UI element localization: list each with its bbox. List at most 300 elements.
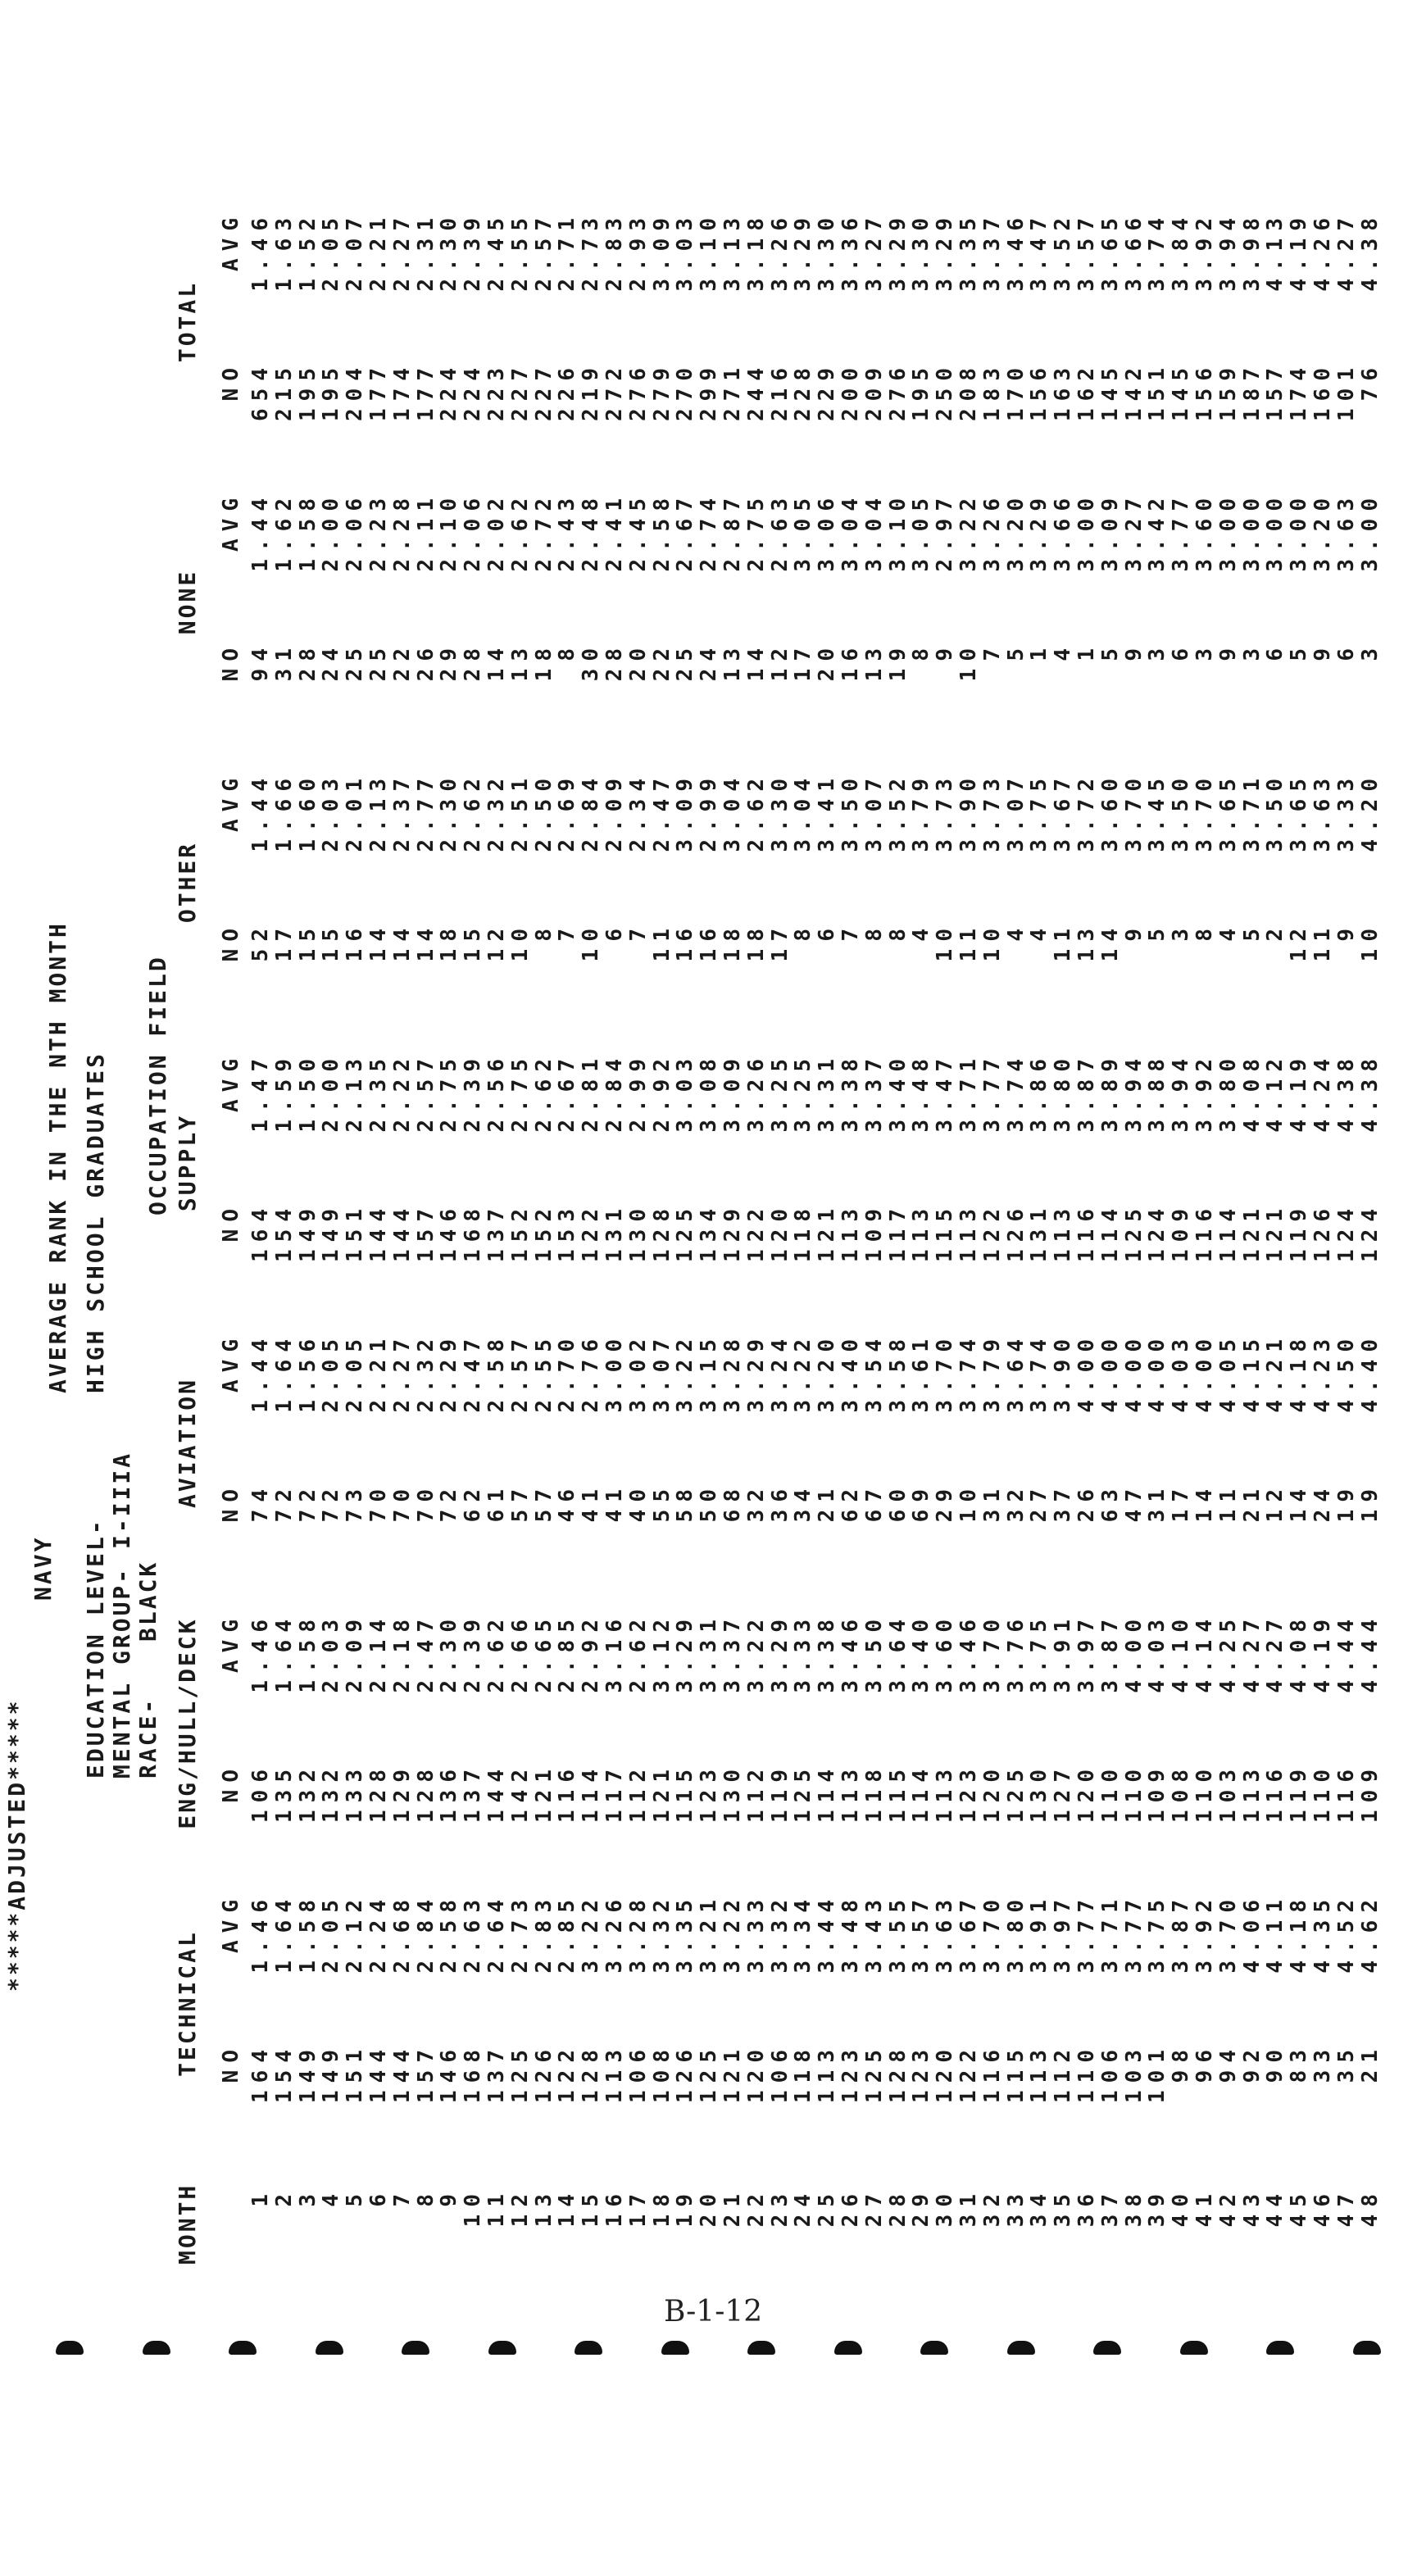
average-rank-cell: 4.50 bbox=[1333, 1332, 1359, 1413]
average-rank-cell: 2.43 bbox=[555, 491, 580, 572]
average-rank-cell: 2.92 bbox=[579, 1612, 604, 1693]
average-rank-cell: 3.60 bbox=[1192, 491, 1217, 572]
average-rank-cell: 4.11 bbox=[1263, 1892, 1288, 1974]
average-rank-cell: 3.60 bbox=[1097, 771, 1123, 852]
count-cell: 126 bbox=[673, 2042, 698, 2103]
count-cell: 106 bbox=[248, 1762, 273, 1823]
average-rank-cell: 3.46 bbox=[956, 1612, 981, 1693]
average-rank-cell: 2.00 bbox=[319, 491, 344, 572]
average-rank-cell: 2.63 bbox=[767, 491, 793, 572]
count-cell: 120 bbox=[767, 1202, 793, 1262]
average-rank-cell: 2.05 bbox=[319, 1332, 344, 1413]
count-cell: 128 bbox=[885, 2042, 911, 2103]
average-rank-cell: 2.41 bbox=[602, 491, 627, 572]
count-cell: 154 bbox=[271, 2042, 297, 2103]
average-rank-cell: 3.42 bbox=[1145, 491, 1170, 572]
no-column-header: NO bbox=[219, 1482, 243, 1523]
count-cell: 6 bbox=[1333, 641, 1359, 661]
count-cell: 7 bbox=[625, 921, 651, 942]
count-cell: 12 bbox=[484, 921, 509, 962]
average-rank-cell: 3.70 bbox=[979, 1612, 1005, 1693]
count-cell: 5 bbox=[1003, 641, 1029, 661]
average-rank-cell: 2.92 bbox=[649, 1052, 674, 1133]
month-cell: 34 bbox=[1027, 2187, 1052, 2228]
count-cell: 63 bbox=[1097, 1482, 1123, 1523]
count-cell: 114 bbox=[815, 1762, 840, 1823]
count-cell: 8 bbox=[861, 921, 887, 942]
average-rank-cell: 2.01 bbox=[343, 771, 368, 852]
average-rank-cell: 4.38 bbox=[1357, 211, 1383, 292]
average-rank-cell: 2.68 bbox=[389, 1892, 415, 1974]
average-rank-cell: 2.83 bbox=[602, 211, 627, 292]
average-rank-cell: 2.84 bbox=[579, 771, 604, 852]
count-cell: 113 bbox=[933, 1762, 958, 1823]
count-cell: 6 bbox=[815, 921, 840, 942]
count-cell: 5 bbox=[1145, 921, 1170, 942]
average-rank-cell: 3.87 bbox=[1097, 1612, 1123, 1693]
count-cell: 122 bbox=[555, 2042, 580, 2103]
count-cell: 132 bbox=[295, 1762, 320, 1823]
average-rank-cell: 3.00 bbox=[1287, 491, 1312, 572]
count-cell: 228 bbox=[791, 361, 816, 421]
count-cell: 227 bbox=[531, 361, 556, 421]
average-rank-cell: 3.70 bbox=[1121, 771, 1147, 852]
average-rank-cell: 3.72 bbox=[1074, 771, 1099, 852]
month-cell: 39 bbox=[1145, 2187, 1170, 2228]
month-cell: 41 bbox=[1192, 2187, 1217, 2228]
average-rank-cell: 2.69 bbox=[555, 771, 580, 852]
average-rank-cell: 3.33 bbox=[791, 1612, 816, 1693]
average-rank-cell: 1.60 bbox=[295, 771, 320, 852]
average-rank-cell: 2.63 bbox=[461, 1892, 486, 1974]
count-cell: 168 bbox=[461, 1202, 486, 1262]
count-cell: 58 bbox=[673, 1482, 698, 1523]
average-rank-cell: 3.26 bbox=[743, 1052, 769, 1133]
average-rank-cell: 4.10 bbox=[1169, 1612, 1194, 1693]
count-cell: 270 bbox=[673, 361, 698, 421]
count-cell: 34 bbox=[791, 1482, 816, 1523]
average-rank-cell: 3.40 bbox=[909, 1612, 934, 1693]
average-rank-cell: 3.48 bbox=[909, 1052, 934, 1133]
average-rank-cell: 2.74 bbox=[697, 491, 722, 572]
month-cell: 42 bbox=[1215, 2187, 1241, 2228]
avg-column-header: AVG bbox=[219, 1052, 243, 1112]
average-rank-cell: 1.47 bbox=[248, 1052, 273, 1133]
average-rank-cell: 1.50 bbox=[295, 1052, 320, 1133]
average-rank-cell: 4.24 bbox=[1310, 1052, 1335, 1133]
average-rank-cell: 4.35 bbox=[1310, 1892, 1335, 1974]
count-cell: 121 bbox=[1239, 1202, 1265, 1262]
count-cell: 124 bbox=[1145, 1202, 1170, 1262]
average-rank-cell: 2.77 bbox=[413, 771, 438, 852]
count-cell: 117 bbox=[602, 1762, 627, 1823]
count-cell: 16 bbox=[673, 921, 698, 962]
average-rank-cell: 3.04 bbox=[720, 771, 745, 852]
count-cell: 149 bbox=[295, 2042, 320, 2103]
punch-hole-icon bbox=[575, 2341, 602, 2355]
punch-hole-icon bbox=[229, 2341, 257, 2355]
count-cell: 110 bbox=[1310, 1762, 1335, 1823]
month-cell: 25 bbox=[815, 2187, 840, 2228]
count-cell: 229 bbox=[815, 361, 840, 421]
count-cell: 122 bbox=[956, 2042, 981, 2103]
average-rank-cell: 2.05 bbox=[319, 1892, 344, 1974]
average-rank-cell: 2.07 bbox=[343, 211, 368, 292]
average-rank-cell: 2.47 bbox=[461, 1332, 486, 1413]
count-cell: 16 bbox=[838, 641, 863, 682]
average-rank-cell: 3.73 bbox=[933, 771, 958, 852]
average-rank-cell: 3.94 bbox=[1215, 211, 1241, 292]
month-cell: 45 bbox=[1287, 2187, 1312, 2228]
count-cell: 163 bbox=[1051, 361, 1076, 421]
count-cell: 116 bbox=[1263, 1762, 1288, 1823]
average-rank-cell: 4.27 bbox=[1239, 1612, 1265, 1693]
count-cell: 32 bbox=[1003, 1482, 1029, 1523]
average-rank-cell: 4.44 bbox=[1357, 1612, 1383, 1693]
count-cell: 130 bbox=[720, 1762, 745, 1823]
count-cell: 4 bbox=[909, 921, 934, 942]
count-cell: 119 bbox=[1287, 1202, 1312, 1262]
count-cell: 118 bbox=[791, 1202, 816, 1262]
month-cell: 4 bbox=[319, 2187, 344, 2207]
count-cell: 103 bbox=[1215, 1762, 1241, 1823]
count-cell: 216 bbox=[767, 361, 793, 421]
count-cell: 125 bbox=[507, 2042, 533, 2103]
count-cell: 13 bbox=[720, 641, 745, 682]
average-rank-cell: 3.40 bbox=[885, 1052, 911, 1133]
average-rank-cell: 1.46 bbox=[248, 1892, 273, 1974]
average-rank-cell: 2.81 bbox=[579, 1052, 604, 1133]
count-cell: 113 bbox=[1027, 2042, 1052, 2103]
average-rank-cell: 1.46 bbox=[248, 1612, 273, 1693]
average-rank-cell: 4.14 bbox=[1192, 1612, 1217, 1693]
average-rank-cell: 2.02 bbox=[484, 491, 509, 572]
average-rank-cell: 3.20 bbox=[815, 1332, 840, 1413]
month-cell: 21 bbox=[720, 2187, 745, 2228]
count-cell: 113 bbox=[838, 1762, 863, 1823]
count-cell: 8 bbox=[555, 641, 580, 661]
count-cell: 157 bbox=[1263, 361, 1288, 421]
average-rank-cell: 3.76 bbox=[1003, 1612, 1029, 1693]
avg-column-header: AVG bbox=[219, 1332, 243, 1392]
average-rank-cell: 2.55 bbox=[531, 1332, 556, 1413]
count-cell: 151 bbox=[343, 2042, 368, 2103]
count-cell: 73 bbox=[343, 1482, 368, 1523]
average-rank-cell: 2.76 bbox=[579, 1332, 604, 1413]
average-rank-cell: 2.85 bbox=[555, 1892, 580, 1974]
average-rank-cell: 3.87 bbox=[1074, 1052, 1099, 1133]
average-rank-cell: 2.48 bbox=[579, 491, 604, 572]
count-cell: 72 bbox=[271, 1482, 297, 1523]
month-cell: 29 bbox=[909, 2187, 934, 2228]
count-cell: 109 bbox=[861, 1202, 887, 1262]
average-rank-cell: 4.27 bbox=[1263, 1612, 1288, 1693]
average-rank-cell: 3.27 bbox=[1121, 491, 1147, 572]
count-cell: 126 bbox=[531, 2042, 556, 2103]
month-cell: 18 bbox=[649, 2187, 674, 2228]
count-cell: 4 bbox=[1051, 641, 1076, 661]
count-cell: 57 bbox=[531, 1482, 556, 1523]
count-cell: 123 bbox=[838, 2042, 863, 2103]
average-rank-cell: 3.28 bbox=[720, 1332, 745, 1413]
count-cell: 13 bbox=[1074, 921, 1099, 962]
count-cell: 21 bbox=[1357, 2042, 1383, 2083]
average-rank-cell: 3.89 bbox=[1097, 1052, 1123, 1133]
average-rank-cell: 3.05 bbox=[791, 491, 816, 572]
count-cell: 7 bbox=[979, 641, 1005, 661]
count-cell: 21 bbox=[1239, 1482, 1265, 1523]
average-rank-cell: 3.45 bbox=[1145, 771, 1170, 852]
no-column-header: NO bbox=[219, 1762, 243, 1803]
punch-hole-icon bbox=[834, 2341, 862, 2355]
count-cell: 144 bbox=[366, 2042, 391, 2103]
count-cell: 16 bbox=[697, 921, 722, 962]
average-rank-cell: 3.35 bbox=[673, 1892, 698, 1974]
average-rank-cell: 3.79 bbox=[909, 771, 934, 852]
count-cell: 8 bbox=[531, 921, 556, 942]
count-cell: 1 bbox=[1074, 641, 1099, 661]
average-rank-cell: 2.57 bbox=[531, 211, 556, 292]
count-cell: 195 bbox=[295, 361, 320, 421]
count-cell: 145 bbox=[1169, 361, 1194, 421]
count-cell: 41 bbox=[579, 1482, 604, 1523]
count-cell: 128 bbox=[649, 1202, 674, 1262]
count-cell: 121 bbox=[649, 1762, 674, 1823]
average-rank-cell: 3.40 bbox=[838, 1332, 863, 1413]
education-level-label: EDUCATION LEVEL- bbox=[82, 1518, 109, 1779]
count-cell: 123 bbox=[956, 1762, 981, 1823]
count-cell: 22 bbox=[389, 641, 415, 682]
education-level-value: HIGH SCHOOL GRADUATES bbox=[82, 1051, 109, 1393]
count-cell: 137 bbox=[484, 2042, 509, 2103]
punch-hole-icon bbox=[920, 2341, 948, 2355]
count-cell: 70 bbox=[413, 1482, 438, 1523]
count-cell: 12 bbox=[1287, 921, 1312, 962]
count-cell: 10 bbox=[507, 921, 533, 962]
average-rank-cell: 2.73 bbox=[507, 1892, 533, 1974]
average-rank-cell: 3.08 bbox=[697, 1052, 722, 1133]
count-cell: 120 bbox=[933, 2042, 958, 2103]
avg-column-header: AVG bbox=[219, 771, 243, 832]
count-cell: 272 bbox=[602, 361, 627, 421]
average-rank-cell: 2.62 bbox=[743, 771, 769, 852]
average-rank-cell: 3.60 bbox=[933, 1612, 958, 1693]
average-rank-cell: 2.45 bbox=[625, 491, 651, 572]
count-cell: 14 bbox=[1192, 1482, 1217, 1523]
count-cell: 17 bbox=[791, 641, 816, 682]
average-rank-cell: 2.37 bbox=[389, 771, 415, 852]
count-cell: 123 bbox=[909, 2042, 934, 2103]
count-cell: 20 bbox=[625, 641, 651, 682]
average-rank-cell: 3.31 bbox=[697, 1612, 722, 1693]
month-cell: 17 bbox=[625, 2187, 651, 2228]
average-rank-cell: 3.10 bbox=[697, 211, 722, 292]
average-rank-cell: 2.62 bbox=[507, 491, 533, 572]
count-cell: 224 bbox=[437, 361, 462, 421]
count-cell: 2 bbox=[1263, 921, 1288, 942]
average-rank-cell: 2.28 bbox=[389, 491, 415, 572]
count-cell: 119 bbox=[1287, 1762, 1312, 1823]
month-cell: 40 bbox=[1169, 2187, 1194, 2228]
average-rank-cell: 3.02 bbox=[625, 1332, 651, 1413]
average-rank-cell: 3.50 bbox=[1263, 771, 1288, 852]
average-rank-cell: 3.74 bbox=[1003, 1052, 1029, 1133]
count-cell: 116 bbox=[1333, 1762, 1359, 1823]
punch-hole-icon bbox=[747, 2341, 775, 2355]
average-rank-cell: 3.50 bbox=[838, 771, 863, 852]
average-rank-cell: 3.43 bbox=[861, 1892, 887, 1974]
month-cell: 13 bbox=[531, 2187, 556, 2228]
average-rank-cell: 3.22 bbox=[791, 1332, 816, 1413]
average-rank-cell: 4.38 bbox=[1357, 1052, 1383, 1133]
count-cell: 109 bbox=[1169, 1202, 1194, 1262]
average-rank-cell: 2.58 bbox=[649, 491, 674, 572]
count-cell: 9 bbox=[1310, 641, 1335, 661]
average-rank-cell: 2.62 bbox=[625, 1612, 651, 1693]
count-cell: 9 bbox=[1215, 641, 1241, 661]
page-number: B-1-12 bbox=[664, 2295, 763, 2328]
average-rank-cell: 4.00 bbox=[1097, 1332, 1123, 1413]
count-cell: 276 bbox=[625, 361, 651, 421]
count-cell: 164 bbox=[248, 2042, 273, 2103]
average-rank-cell: 2.75 bbox=[437, 1052, 462, 1133]
count-cell: 113 bbox=[956, 1202, 981, 1262]
average-rank-cell: 3.70 bbox=[1215, 1892, 1241, 1974]
count-cell: 14 bbox=[366, 921, 391, 962]
count-cell: 4 bbox=[1215, 921, 1241, 942]
average-rank-cell: 3.30 bbox=[909, 211, 934, 292]
count-cell: 125 bbox=[673, 1202, 698, 1262]
count-cell: 14 bbox=[1097, 921, 1123, 962]
average-rank-cell: 3.36 bbox=[838, 211, 863, 292]
average-rank-cell: 2.30 bbox=[437, 1612, 462, 1693]
month-cell: 26 bbox=[838, 2187, 863, 2228]
count-cell: 4 bbox=[1027, 921, 1052, 942]
month-cell: 9 bbox=[437, 2187, 462, 2207]
average-rank-cell: 2.62 bbox=[461, 771, 486, 852]
count-cell: 144 bbox=[389, 1202, 415, 1262]
count-cell: 6 bbox=[1263, 641, 1288, 661]
count-cell: 132 bbox=[319, 1762, 344, 1823]
average-rank-cell: 2.05 bbox=[343, 1332, 368, 1413]
count-cell: 32 bbox=[743, 1482, 769, 1523]
average-rank-cell: 3.29 bbox=[1027, 491, 1052, 572]
average-rank-cell: 3.00 bbox=[1357, 491, 1383, 572]
count-cell: 46 bbox=[555, 1482, 580, 1523]
average-rank-cell: 2.75 bbox=[743, 491, 769, 572]
average-rank-cell: 2.70 bbox=[555, 1332, 580, 1413]
count-cell: 244 bbox=[743, 361, 769, 421]
count-cell: 9 bbox=[1121, 641, 1147, 661]
average-rank-cell: 1.46 bbox=[248, 211, 273, 292]
average-rank-cell: 3.70 bbox=[979, 1892, 1005, 1974]
count-cell: 115 bbox=[673, 1762, 698, 1823]
average-rank-cell: 3.90 bbox=[956, 771, 981, 852]
count-cell: 17 bbox=[1169, 1482, 1194, 1523]
count-cell: 94 bbox=[248, 641, 273, 682]
month-header: MONTH bbox=[174, 2183, 201, 2265]
count-cell: 119 bbox=[767, 1762, 793, 1823]
average-rank-cell: 3.48 bbox=[838, 1892, 863, 1974]
average-rank-cell: 3.75 bbox=[1027, 1612, 1052, 1693]
average-rank-cell: 3.04 bbox=[791, 771, 816, 852]
average-rank-cell: 4.00 bbox=[1121, 1332, 1147, 1413]
column-group-header: TECHNICAL bbox=[174, 1930, 201, 2077]
average-rank-cell: 1.59 bbox=[271, 1052, 297, 1133]
average-rank-cell: 3.64 bbox=[1003, 1332, 1029, 1413]
count-cell: 209 bbox=[861, 361, 887, 421]
average-rank-cell: 2.73 bbox=[579, 211, 604, 292]
count-cell: 174 bbox=[389, 361, 415, 421]
count-cell: 106 bbox=[625, 2042, 651, 2103]
count-cell: 10 bbox=[979, 921, 1005, 962]
count-cell: 18 bbox=[531, 641, 556, 682]
average-rank-cell: 3.27 bbox=[861, 211, 887, 292]
average-rank-cell: 3.57 bbox=[1074, 211, 1099, 292]
average-rank-cell: 2.22 bbox=[389, 1052, 415, 1133]
average-rank-cell: 2.29 bbox=[437, 1332, 462, 1413]
average-rank-cell: 1.64 bbox=[271, 1332, 297, 1413]
average-rank-cell: 4.26 bbox=[1310, 211, 1335, 292]
average-rank-cell: 1.64 bbox=[271, 1892, 297, 1974]
count-cell: 12 bbox=[1263, 1482, 1288, 1523]
count-cell: 28 bbox=[295, 641, 320, 682]
average-rank-cell: 4.00 bbox=[1121, 1612, 1147, 1693]
average-rank-cell: 2.93 bbox=[625, 211, 651, 292]
average-rank-cell: 3.65 bbox=[1287, 771, 1312, 852]
average-rank-cell: 2.32 bbox=[484, 771, 509, 852]
average-rank-cell: 2.03 bbox=[319, 771, 344, 852]
count-cell: 224 bbox=[461, 361, 486, 421]
average-rank-cell: 3.71 bbox=[1097, 1892, 1123, 1974]
count-cell: 151 bbox=[1145, 361, 1170, 421]
count-cell: 6 bbox=[1169, 641, 1194, 661]
count-cell: 108 bbox=[1169, 1762, 1194, 1823]
count-cell: 14 bbox=[743, 641, 769, 682]
count-cell: 70 bbox=[389, 1482, 415, 1523]
count-cell: 21 bbox=[815, 1482, 840, 1523]
count-cell: 1 bbox=[1027, 641, 1052, 661]
count-cell: 28 bbox=[461, 641, 486, 682]
month-cell: 37 bbox=[1097, 2187, 1123, 2228]
average-rank-cell: 3.92 bbox=[1192, 1052, 1217, 1133]
average-rank-cell: 2.09 bbox=[343, 1612, 368, 1693]
count-cell: 9 bbox=[1121, 921, 1147, 942]
average-rank-cell: 3.50 bbox=[861, 1612, 887, 1693]
count-cell: 219 bbox=[579, 361, 604, 421]
count-cell: 276 bbox=[885, 361, 911, 421]
average-rank-cell: 3.07 bbox=[861, 771, 887, 852]
average-rank-cell: 3.09 bbox=[649, 211, 674, 292]
count-cell: 125 bbox=[1003, 1762, 1029, 1823]
average-rank-cell: 3.63 bbox=[933, 1892, 958, 1974]
average-rank-cell: 3.37 bbox=[979, 211, 1005, 292]
count-cell: 11 bbox=[1051, 921, 1076, 962]
average-rank-cell: 3.97 bbox=[1074, 1612, 1099, 1693]
average-rank-cell: 2.62 bbox=[484, 1612, 509, 1693]
count-cell: 126 bbox=[1310, 1202, 1335, 1262]
column-group-header: SUPPLY bbox=[174, 1113, 201, 1212]
avg-column-header: AVG bbox=[219, 491, 243, 552]
average-rank-cell: 1.62 bbox=[271, 491, 297, 572]
average-rank-cell: 4.25 bbox=[1215, 1612, 1241, 1693]
average-rank-cell: 2.34 bbox=[625, 771, 651, 852]
average-rank-cell: 3.70 bbox=[933, 1332, 958, 1413]
count-cell: 200 bbox=[838, 361, 863, 421]
average-rank-cell: 2.30 bbox=[437, 771, 462, 852]
average-rank-cell: 3.30 bbox=[767, 771, 793, 852]
count-cell: 26 bbox=[413, 641, 438, 682]
